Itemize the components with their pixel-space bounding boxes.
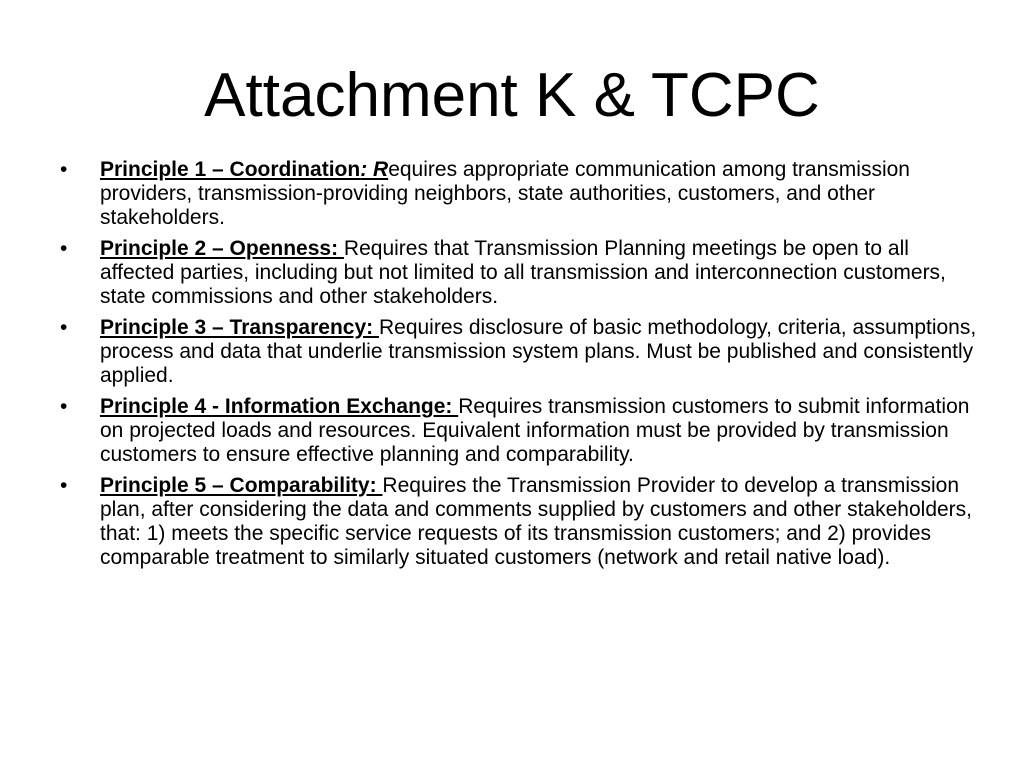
principle-4-text: Requires transmission customers to submit information on projected loads and resources. Equivalent information must be provided by transmission customers to ensure effective planning and comparability. bbox=[100, 395, 970, 466]
principle-1-item bbox=[60, 158, 980, 230]
principle-2-item bbox=[60, 237, 980, 309]
principles-list bbox=[60, 158, 980, 577]
principle-5-item bbox=[60, 474, 980, 570]
principle-2-heading: Principle 2 – Openness: bbox=[100, 237, 344, 260]
principle-3-text: Requires disclosure of basic methodology, criteria, assumptions, process and data that underlie transmission system plans. Must be published and consistently applied. bbox=[100, 316, 977, 387]
bullet-icon: • bbox=[60, 474, 68, 497]
principle-3-heading: Principle 3 – Transparency: bbox=[100, 316, 379, 339]
principle-5-text: Requires the Transmission Provider to develop a transmission plan, after considering the data and comments supplied by customers and other stakeholders, that: 1) meets the specific service requests of its transmission customers; and 2) provides comparable treatment to similarly situated customers (network and retail native load). bbox=[100, 474, 973, 569]
principle-1-heading-suffix: : R bbox=[360, 158, 389, 181]
principle-1-text: equires appropriate communication among transmission providers, transmission-providing neighbors, state authorities, customers, and other stakeholders. bbox=[100, 158, 910, 229]
bullet-icon: • bbox=[60, 316, 68, 339]
bullet-icon: • bbox=[60, 158, 68, 181]
principle-4-item bbox=[60, 395, 980, 467]
slide-title: Attachment K & TCPC bbox=[204, 61, 820, 130]
principle-5-heading: Principle 5 – Comparability: bbox=[100, 474, 383, 497]
principle-4-heading: Principle 4 - Information Exchange: bbox=[100, 395, 459, 418]
principle-1-heading: Principle 1 – Coordination bbox=[100, 158, 361, 181]
bullet-icon: • bbox=[60, 237, 68, 260]
bullet-icon: • bbox=[60, 395, 68, 418]
principle-2-text: Requires that Transmission Planning meetings be open to all affected parties, including but not limited to all transmission and interconnection customers, state commissions and other stakeholders. bbox=[100, 237, 946, 308]
principle-3-item bbox=[60, 316, 980, 388]
